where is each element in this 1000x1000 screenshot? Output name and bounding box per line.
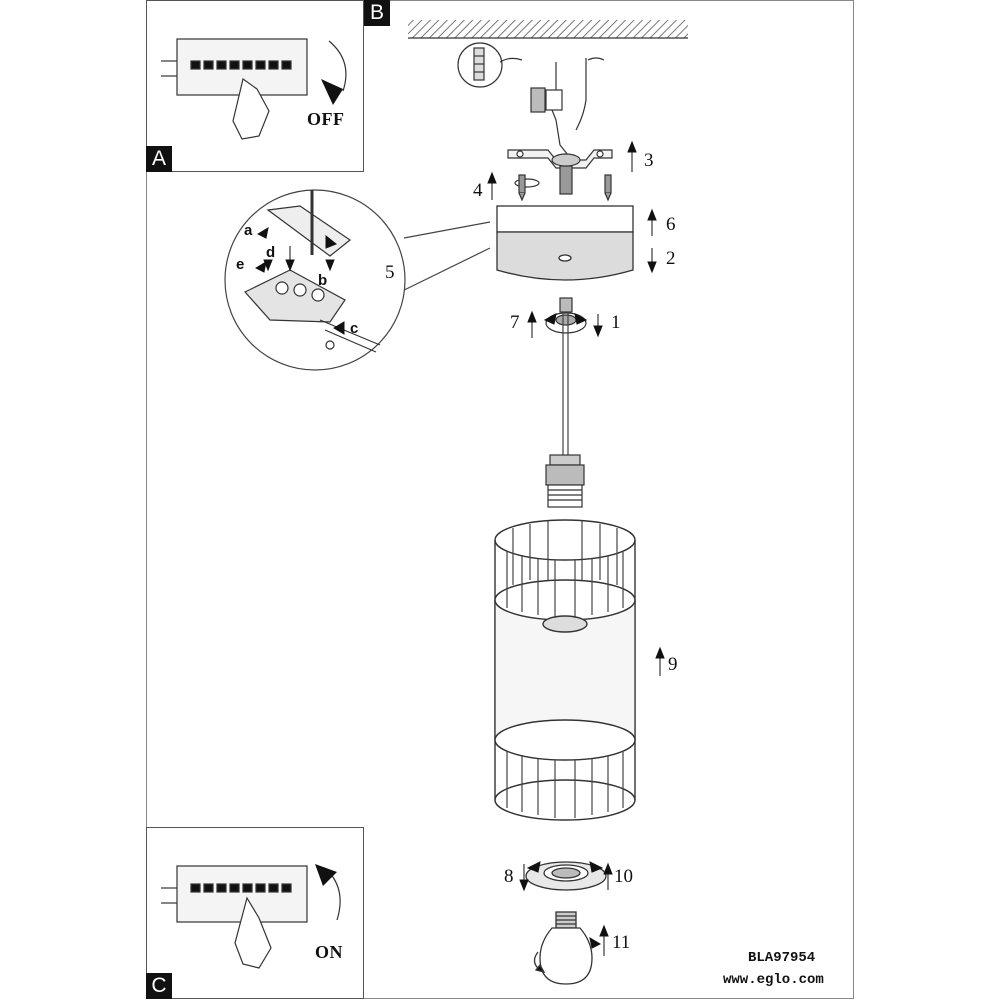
step-10: 10 (614, 866, 633, 887)
panel-b-tag: B (364, 0, 390, 26)
cord-grip (546, 298, 586, 333)
detail-letter-b: b (318, 272, 328, 289)
terminal-block (531, 58, 586, 155)
step-9: 9 (668, 654, 678, 675)
step-2: 2 (666, 248, 676, 269)
panel-a-tag: A (146, 146, 172, 172)
detail-letter-c: c (350, 320, 359, 337)
step-8: 8 (504, 866, 514, 887)
model-number: BLA97954 (748, 950, 816, 966)
website: www.eglo.com (723, 972, 824, 988)
step-11: 11 (612, 932, 631, 953)
canopy (497, 206, 633, 280)
lamp-shade (495, 520, 635, 820)
detail-letter-d: d (266, 244, 276, 261)
step-4: 4 (473, 180, 483, 201)
step-6: 6 (666, 214, 676, 235)
detail-callout (225, 190, 490, 370)
breaker-on-icon (147, 828, 363, 998)
bulb-icon (534, 912, 592, 984)
ceiling (408, 20, 688, 38)
panel-c (146, 827, 364, 999)
panel-c-tag: C (146, 973, 172, 999)
on-label: ON (315, 942, 343, 962)
lamp-socket (546, 455, 584, 507)
breaker-off-icon (147, 1, 363, 171)
panel-a (146, 0, 364, 172)
off-label: OFF (307, 109, 345, 129)
step-5: 5 (385, 262, 395, 283)
step-7: 7 (510, 312, 520, 333)
dowel-detail-icon (458, 43, 604, 87)
detail-letter-a: a (244, 222, 253, 239)
detail-letter-e: e (236, 256, 245, 273)
step-1: 1 (611, 312, 621, 333)
step-3: 3 (644, 150, 654, 171)
